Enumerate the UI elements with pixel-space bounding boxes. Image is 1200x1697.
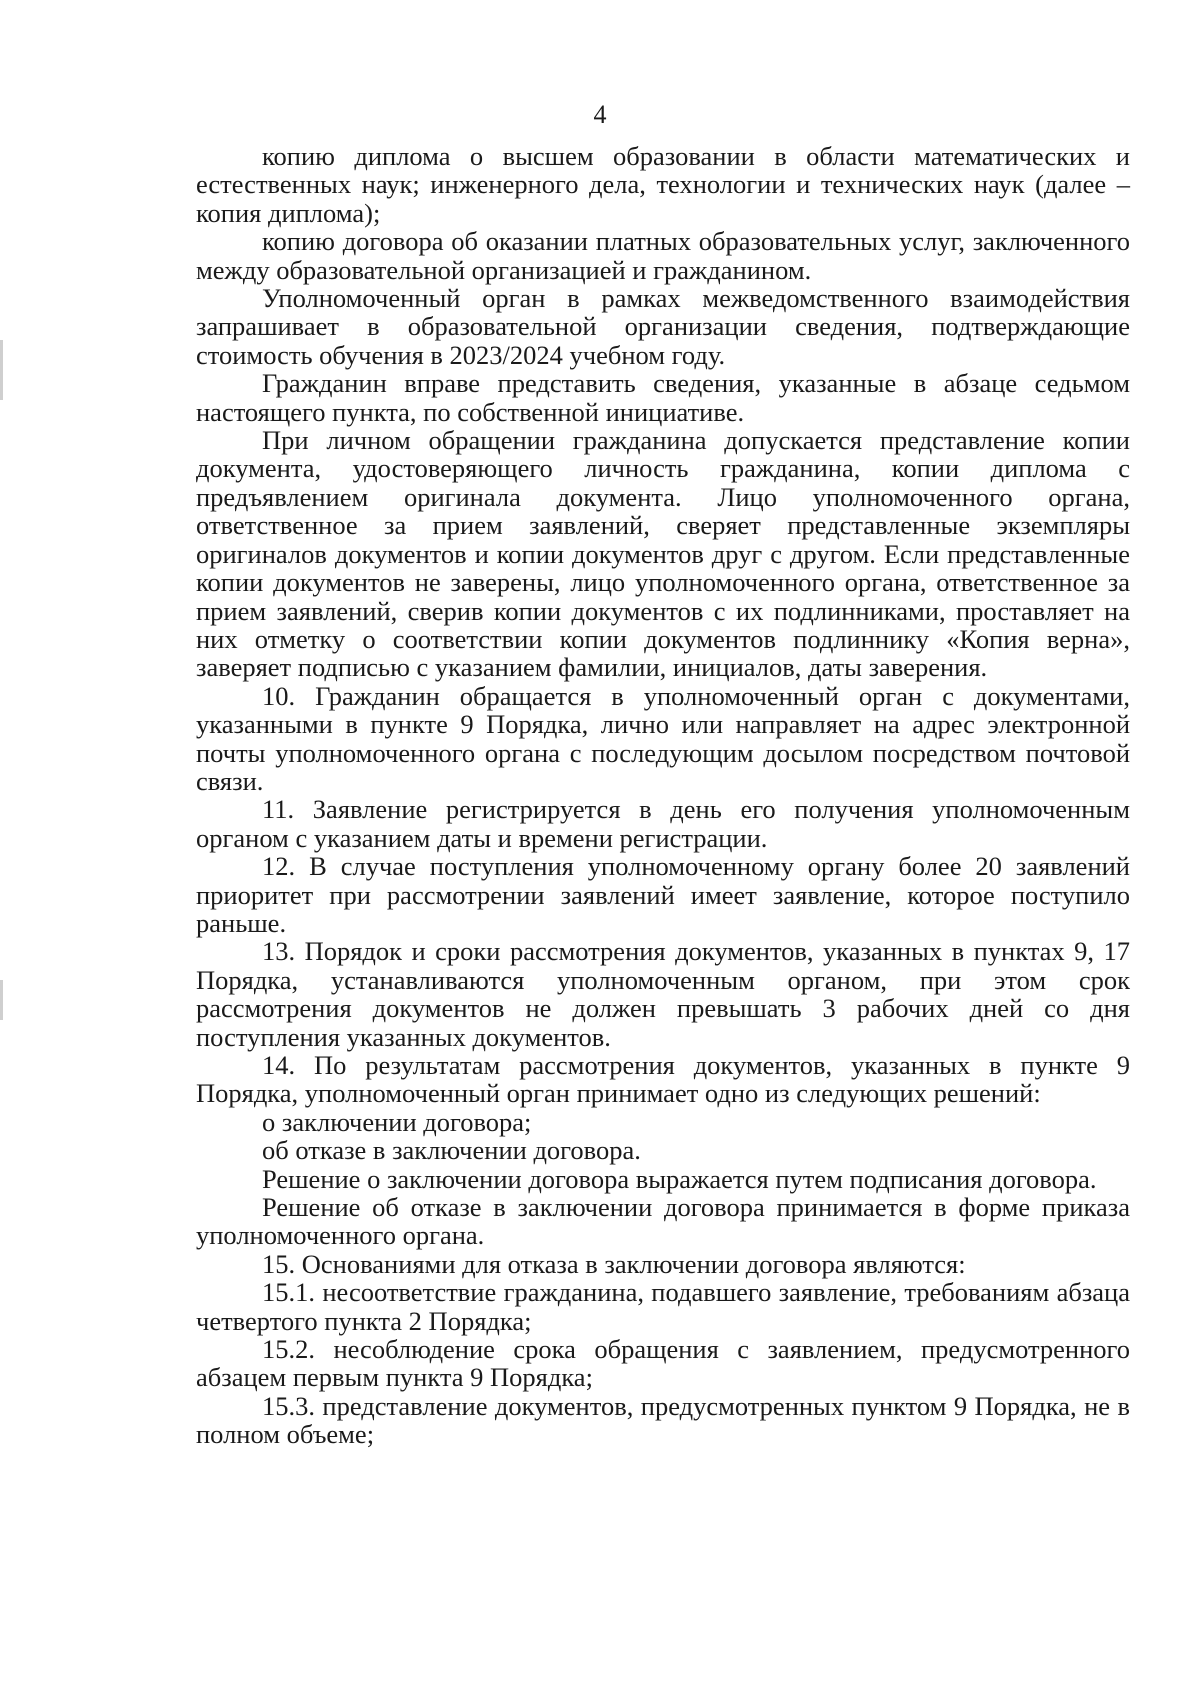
page-number: 4 (593, 100, 607, 129)
scan-edge-mark (0, 980, 3, 1020)
paragraph-item-15-2: 15.2. несоблюдение срока обращения с заявлением, предусмотренного абзацем первым пункта 9 Порядка; (196, 1334, 1130, 1393)
paragraph-own-initiative: Гражданин вправе представить сведения, указанные в абзаце седьмом настоящего пункта, по собственной инициативе. (196, 368, 1130, 427)
document-body (196, 142, 1130, 1449)
paragraph-contract-copy: копию договора об оказании платных образовательных услуг, заключенного между образовательной организацией и гражданином. (196, 226, 1130, 285)
paragraph-item-11: 11. Заявление регистрируется в день его получения уполномоченным органом с указанием даты и времени регистрации. (196, 794, 1130, 853)
paragraph-item-13: 13. Порядок и сроки рассмотрения документов, указанных в пунктах 9, 17 Порядка, устанавливаются уполномоченным органом, при этом срок рассмотрения документов не должен превышать 3 рабочих дней со дня поступления указанных документов. (196, 936, 1130, 1052)
paragraph-decision-order: Решение об отказе в заключении договора принимается в форме приказа уполномоченного органа. (196, 1192, 1130, 1251)
paragraph-item-15: 15. Основаниями для отказа в заключении договора являются: (262, 1248, 966, 1279)
paragraph-item-15-1: 15.1. несоответствие гражданина, подавшего заявление, требованиям абзаца четвертого пункта 2 Порядка; (196, 1277, 1130, 1336)
scan-edge-mark (0, 340, 3, 400)
paragraph-decision-conclude: о заключении договора; (262, 1106, 532, 1137)
paragraph-item-10: 10. Гражданин обращается в уполномоченный орган с документами, указанными в пункте 9 Порядка, лично или направляет на адрес электронной почты уполномоченного органа с последующим досылом посредством почтовой связи. (196, 680, 1130, 796)
paragraph-diploma-copy: копию диплома о высшем образовании в области математических и естественных наук; инженерного дела, технологии и технических наук (далее – копия диплома); (196, 141, 1130, 228)
paragraph-personal-appeal: При личном обращении гражданина допускается представление копии документа, удостоверяющего личность гражданина, копии диплома с предъявлением оригинала документа. Лицо уполномоченного органа, ответственное за прием заявлений, сверяет представленные экземпляры оригиналов документов и копии документов друг с другом. Если представленные копии документов не заверены, лицо уполномоченного органа, ответственное за прием заявлений, сверив копии документов с их подлинниками, проставляет на них отметку о соответствии копии документов подлиннику «Копия верна», заверяет подписью с указанием фамилии, инициалов, даты заверения. (196, 425, 1130, 683)
paragraph-item-15-3: 15.3. представление документов, предусмотренных пунктом 9 Порядка, не в полном объеме; (196, 1390, 1130, 1450)
paragraph-decision-signing: Решение о заключении договора выражается путем подписания договора. (262, 1163, 1097, 1194)
paragraph-decision-refuse: об отказе в заключении договора. (262, 1135, 641, 1166)
paragraph-item-12: 12. В случае поступления уполномоченному органу более 20 заявлений приоритет при рассмотрении заявлений имеет заявление, которое поступило раньше. (196, 851, 1130, 938)
paragraph-item-14: 14. По результатам рассмотрения документов, указанных в пункте 9 Порядка, уполномоченный орган принимает одно из следующих решений: (196, 1050, 1130, 1109)
paragraph-interagency-request: Уполномоченный орган в рамках межведомственного взаимодействия запрашивает в образовательной организации сведения, подтверждающие стоимость обучения в 2023/2024 учебном году. (196, 283, 1130, 370)
